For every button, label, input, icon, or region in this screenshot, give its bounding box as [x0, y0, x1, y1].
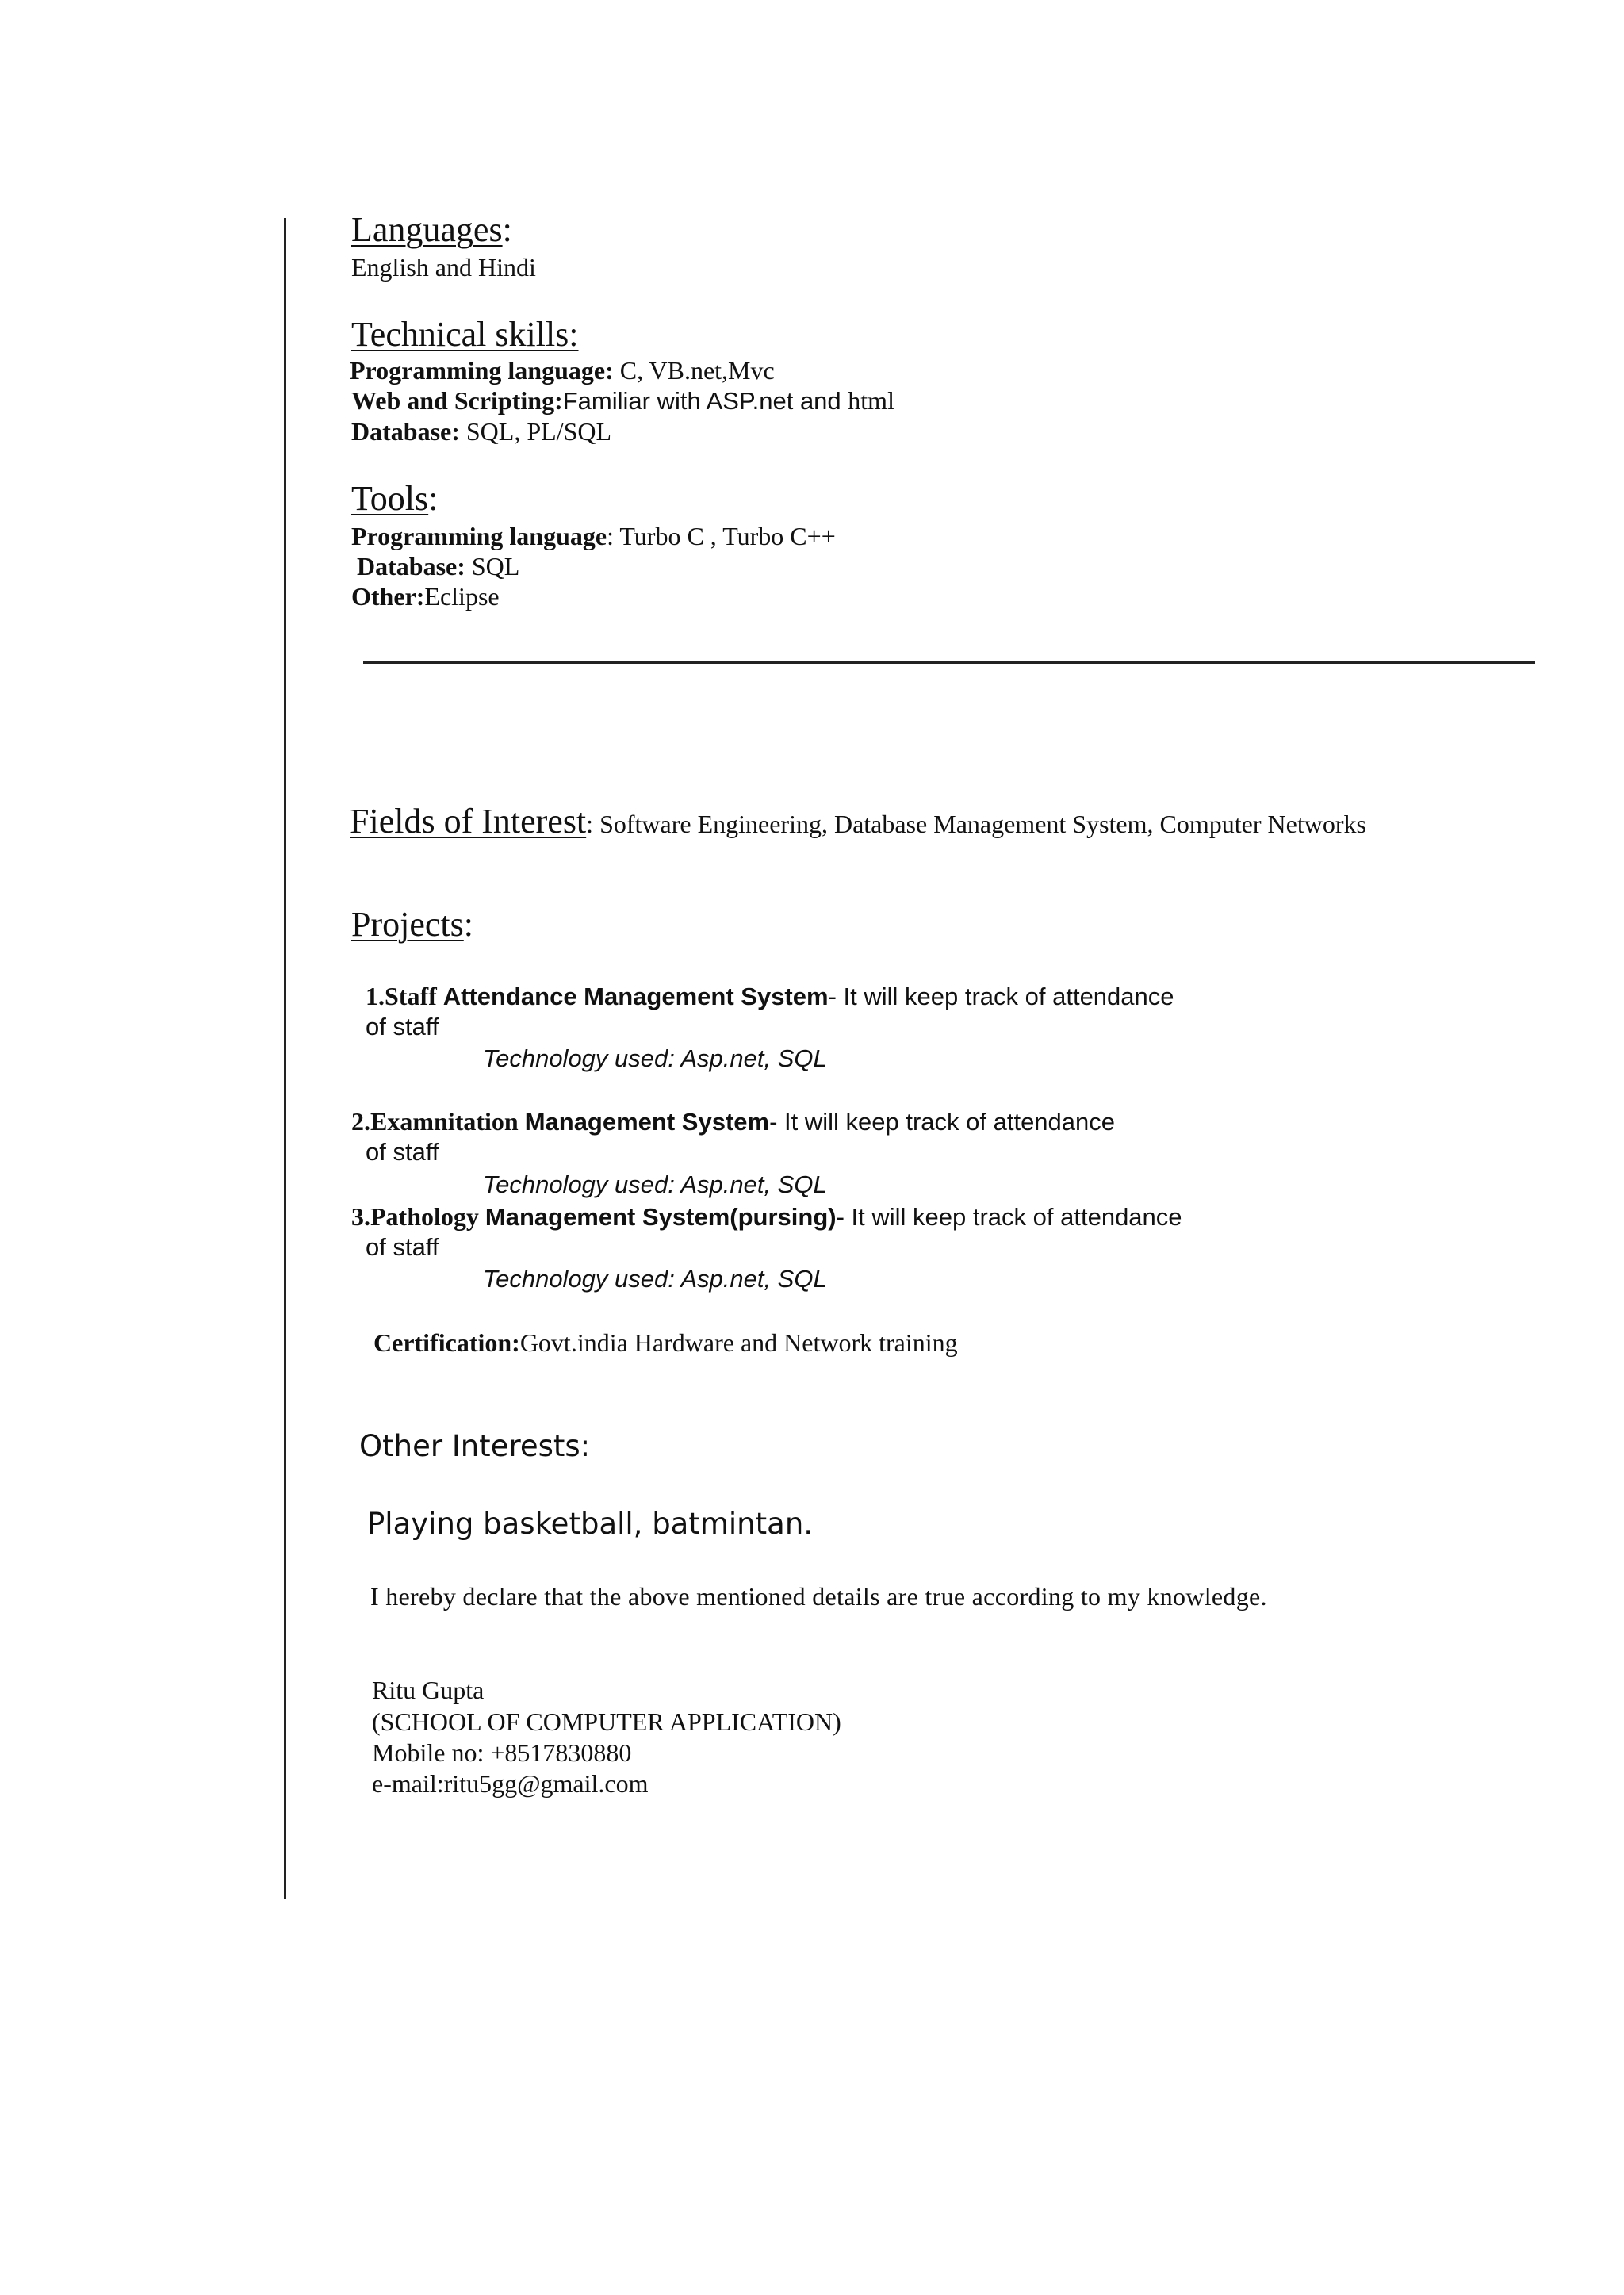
project-1-tech: Technology used: Asp.net, SQL	[483, 1044, 827, 1072]
tools-database-line	[357, 551, 519, 581]
tech-web-value: Familiar with ASP.net and	[562, 387, 848, 415]
project-2-title-line	[351, 1106, 1115, 1137]
tools-heading	[351, 478, 438, 519]
left-vertical-rule	[284, 218, 286, 1899]
project-2-title: Management System	[524, 1108, 770, 1136]
tech-programming-label: Programming language:	[350, 356, 614, 385]
tech-web-value-html: html	[848, 386, 894, 415]
project-2-desc-cont: of staff	[366, 1138, 439, 1166]
project-3-desc-cont: of staff	[366, 1233, 439, 1261]
project-2-desc: - It will keep track of attendance	[769, 1108, 1116, 1136]
project-3-title: Management System(pursing)	[485, 1203, 837, 1231]
other-interests-value: Playing basketball, batmintan.	[367, 1507, 814, 1541]
tech-programming-value: C, VB.net,Mvc	[613, 356, 775, 385]
certification-value: Govt.india Hardware and Network training	[519, 1328, 958, 1357]
tools-programming-value: : Turbo C , Turbo C++	[607, 522, 836, 550]
tools-heading-text: Tools	[351, 479, 429, 518]
signature-name: Ritu Gupta	[372, 1676, 485, 1704]
project-1-title-line	[366, 981, 1174, 1012]
project-3-number: 3.Pathology	[351, 1202, 485, 1231]
technical-skills-heading-text: Technical skills:	[351, 315, 579, 354]
signature-email: e-mail:ritu5gg@gmail.com	[372, 1769, 649, 1798]
section-divider	[363, 661, 1535, 664]
project-1-desc-cont: of staff	[366, 1013, 439, 1040]
signature-mobile: Mobile no: +8517830880	[372, 1738, 632, 1767]
fields-of-interest-heading: Fields of Interest	[350, 802, 587, 841]
tools-other-value: Eclipse	[424, 582, 500, 611]
tech-programming-line	[350, 355, 775, 385]
tools-other-line	[351, 581, 500, 611]
project-1-desc: - It will keep track of attendance	[828, 983, 1174, 1010]
project-1-title: Attendance Management System	[442, 983, 829, 1010]
tools-programming-line	[351, 521, 836, 551]
tech-database-label: Database:	[351, 417, 460, 446]
project-1-number: 1.Staff	[366, 982, 443, 1010]
tools-database-label: Database:	[357, 552, 465, 580]
projects-heading-colon: :	[463, 905, 473, 944]
tech-web-label: Web and Scripting:	[351, 386, 563, 415]
tools-other-label: Other:	[351, 582, 425, 611]
certification-label: Certification:	[373, 1328, 520, 1357]
languages-heading-colon: :	[502, 210, 512, 249]
languages-heading-text: Languages	[351, 210, 503, 249]
declaration-text: I hereby declare that the above mentioned details are true according to my knowledge.	[370, 1582, 1267, 1611]
other-interests-heading: Other Interests:	[359, 1429, 591, 1463]
fields-of-interest-value: : Software Engineering, Database Management System, Computer Networks	[586, 810, 1366, 838]
projects-heading-text: Projects	[351, 905, 464, 944]
certification-line	[373, 1328, 958, 1358]
project-2-number: 2.Examnitation	[351, 1107, 525, 1136]
technical-skills-heading	[351, 314, 579, 355]
languages-value: English and Hindi	[351, 253, 536, 282]
tools-heading-colon: :	[428, 479, 439, 518]
tech-database-value: SQL, PL/SQL	[459, 417, 612, 446]
project-3-title-line	[351, 1201, 1182, 1232]
signature-school: (SCHOOL OF COMPUTER APPLICATION)	[372, 1707, 841, 1736]
fields-of-interest-line	[350, 801, 1366, 842]
languages-heading	[351, 209, 512, 251]
tech-web-line	[351, 385, 894, 416]
tech-database-line	[351, 416, 611, 446]
projects-heading	[351, 904, 473, 945]
project-3-tech: Technology used: Asp.net, SQL	[483, 1265, 827, 1293]
project-3-desc: - It will keep track of attendance	[836, 1203, 1182, 1231]
tools-programming-label: Programming language	[351, 522, 607, 550]
tools-database-value: SQL	[465, 552, 520, 580]
project-2-tech: Technology used: Asp.net, SQL	[483, 1170, 827, 1198]
